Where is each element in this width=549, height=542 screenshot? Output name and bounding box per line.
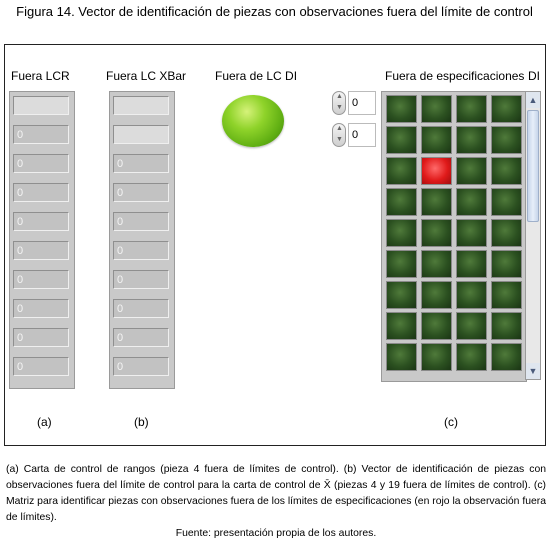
vector-cell[interactable]: 0 [113,154,169,173]
label-fuera-lc-di: Fuera de LC DI [215,69,298,83]
matrix-led-off [421,219,452,247]
vector-cell[interactable] [113,96,169,115]
matrix-led-off [421,188,452,216]
matrix-led-off [491,95,522,123]
matrix-led-off [421,281,452,309]
matrix-led-off [491,343,522,371]
vector-cell[interactable]: 0 [13,183,69,202]
vector-cell[interactable]: 0 [13,299,69,318]
matrix-scrollbar[interactable] [525,91,541,380]
vector-cell[interactable] [113,125,169,144]
matrix-led-off [386,343,417,371]
matrix-led-off [456,219,487,247]
vector-cell[interactable]: 0 [113,299,169,318]
matrix-led-off [421,343,452,371]
matrix-led-off [491,219,522,247]
figure-caption [6,462,546,542]
caption-source: Fuente: presentación propia de los autores. [175,528,377,539]
matrix-led-off [491,157,522,185]
matrix-led-off [386,219,417,247]
matrix-led-off [456,126,487,154]
matrix-led-off [456,250,487,278]
matrix-row-index[interactable] [332,91,376,115]
matrix-led-off [456,157,487,185]
vector-cell[interactable]: 0 [113,328,169,347]
matrix-led-off [386,95,417,123]
matrix-led-off [456,281,487,309]
vector-cell[interactable]: 0 [13,212,69,231]
vector-cell[interactable]: 0 [13,154,69,173]
vector-fuera-lcr [9,91,75,389]
matrix-led-on [421,157,452,185]
caption-text: (a) Carta de control de rangos (pieza 4 fuera de límites de control). (b) Vector de identificación de piezas con observaciones fuera del límite de control para la carta de control de X̄ (piezas 4 y 19 fuera de límites de control). (c) Matriz para identificar piezas con observaciones fuera de los límites de especificaciones (en rojo la observación fuera de límites). [6,464,547,523]
matrix-led-off [491,188,522,216]
label-fuera-lc-xbar: Fuera LC XBar [106,69,187,83]
matrix-led-off [491,126,522,154]
matrix-led-off [421,312,452,340]
matrix-led-off [421,250,452,278]
vector-cell[interactable]: 0 [13,270,69,289]
matrix-led-off [456,312,487,340]
matrix-led-off [491,312,522,340]
vector-cell[interactable]: 0 [113,270,169,289]
sub-label-a: (a) [37,415,52,429]
sub-label-c: (c) [444,415,458,429]
row-index-value[interactable]: 0 [348,91,376,115]
vector-cell[interactable]: 0 [113,357,169,376]
scroll-thumb[interactable] [527,110,539,222]
matrix-led-off [386,312,417,340]
led-fuera-lc-di-indicator [222,95,284,147]
scroll-up-icon[interactable]: ▲ [526,92,540,108]
vector-cell[interactable]: 0 [13,328,69,347]
vector-cell[interactable]: 0 [13,125,69,144]
matrix-led-off [456,95,487,123]
scroll-down-icon[interactable]: ▼ [526,363,540,379]
matrix-led-off [386,157,417,185]
matrix-led-off [386,250,417,278]
front-panel [4,44,546,446]
matrix-led-off [386,188,417,216]
vector-cell[interactable]: 0 [113,183,169,202]
matrix-led-off [421,126,452,154]
vector-cell[interactable] [13,96,69,115]
matrix-led-off [386,126,417,154]
sub-label-b: (b) [134,415,149,429]
matrix-led-off [421,95,452,123]
row-index-spinner-icon[interactable] [332,91,346,115]
matrix-led-off [386,281,417,309]
vector-cell[interactable]: 0 [113,212,169,231]
figure-title: Figura 14. Vector de identificación de piezas con observaciones fuera del límite de control [16,4,533,19]
matrix-led-off [456,343,487,371]
vector-fuera-lc-xbar [109,91,175,389]
label-di: DI [528,69,540,83]
label-fuera-lcr: Fuera LCR [11,69,70,83]
matrix-led-off [456,188,487,216]
matrix-led-off [491,250,522,278]
matrix-col-index[interactable] [332,123,376,147]
vector-cell[interactable]: 0 [113,241,169,260]
vector-cell[interactable]: 0 [13,241,69,260]
matrix-led-off [491,281,522,309]
col-index-value[interactable]: 0 [348,123,376,147]
label-fuera-especificaciones: Fuera de especificaciones [385,69,525,83]
col-index-spinner-icon[interactable] [332,123,346,147]
matrix-fuera-especificaciones [381,91,527,382]
vector-cell[interactable]: 0 [13,357,69,376]
